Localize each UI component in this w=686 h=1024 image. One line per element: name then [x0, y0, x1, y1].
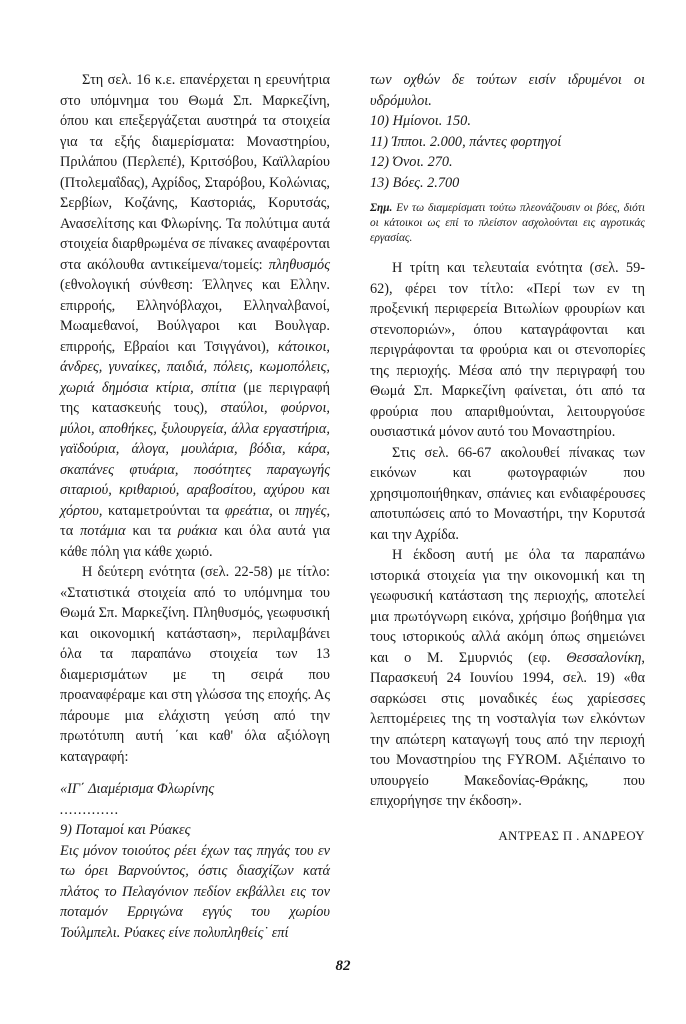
paragraph-third-section: Η τρίτη και τελευταία ενότητα (σελ. 59-62), φέρει τον τίτλο: «Περί των εν τη προξενική περιφερεία Βιτωλίων φρουρίων και στενοποριών», όπου καταγράφονται και περιγράφονται τα φρούρια και οι στενοπορίες της περιοχής. Μέσα από την περιγραφή του Θωμά Σπ. Μαρκεζίνη φαίνεται, ότι από τα φρούρια που απαριθμούνται, λειτουργούσε ουσιαστικά μόνον αυτό του Μοναστηρίου.: [370, 260, 645, 440]
italic-text-segment: σταύλοι, φούρνοι, μύλοι, αποθήκες, ξυλουργεία, άλλα εργαστήρια, γαϊδούρια, άλογα, μουλάρια, βόδια, κάρα, σκαπάνες φτυάρια, ποσότητες παραγωγής σιταριού, κριθαριού, αραβοσίτου, αχύρου και χόρτου: [60, 400, 331, 519]
page-number: 82: [335, 958, 351, 974]
text-segment: Στη σελ. 16 κ.ε. επανέρχεται η ερευνήτρια στο υπόμνημα του Θωμά Σπ. Μαρκεζίνη, όπου και επεξεργάζεται αυστηρά τα στοιχεία για τα εξής διαμερίσματα: Μοναστηρίου, Πριλάπου (Περλεπέ), Κριτσόβου, Καϊλλαρίου (Πτολεμαΐδας), Αχρίδος, Σταρόβου, Κολώνιας, Σερβίων, Κοζάνης, Καστοριάς, Κορυτσάς, Ανασελίτσης και Φλωρίνης. Τα πολύτιμα αυτά στοιχεία διαρθρωμένα σε πίνακες αναφέρονται στα ακόλουθα αντικείμενα/τομείς:: [60, 72, 330, 273]
left-column: [60, 70, 330, 943]
text-segment: , καταμετρούνται τα: [98, 502, 225, 519]
text-segment: και όλα αυτά για κάθε πόλη για κάθε χωριό.: [60, 523, 331, 560]
text-segment: , Παρασκευή 24 Ιουνίου 1994, σελ. 19) «θα σαρκώσει στις μοναδικές έως χαρίεσσες λεπτομέρειες της τη νοσταλγία των ελκόντων την απώτερη καταγωγή τους από την περιοχή του Μοναστηρίου της FYROM. Αξιέπαινο το υπουργείο Μακεδονίας-Θράκης, που επιχορήγησε την έκδοση».: [370, 649, 645, 809]
quote-list-item: 11) Ίπποι. 2.000, πάντες φορτηγοί: [370, 133, 562, 150]
italic-text-segment: πληθυσμός: [268, 256, 330, 273]
quote-heading: 9) Ποταμοί και Ρύακες: [60, 822, 191, 838]
italic-text-segment: φρεάτια: [224, 502, 270, 519]
quote-continuation: των οχθών δε τούτων εισίν ιδρυμένοι οι υδρόμυλοι.: [370, 72, 645, 109]
quote-ellipsis: .............: [60, 801, 120, 818]
text-segment: και τα: [125, 523, 178, 539]
italic-text-segment: πηγές: [295, 502, 327, 519]
text-segment: , τα: [60, 502, 331, 539]
quote-note: [370, 201, 645, 246]
quote-list-item: 10) Ημίονοι. 150.: [370, 113, 471, 129]
text-segment: (εθνολογική σύνθεση: Έλληνες και Ελλην. επιρροής, Ελληνόβλαχοι, Ελληναλβανοί, Μωαμεθανοί, Βούλγαροι και Βουλγαρ. επιρροής, Εβραίοι και Τσιγγάνοι),: [60, 277, 330, 355]
text-segment: Η έκδοση αυτή με όλα τα παραπάνω ιστορικά στοιχεία για την οικονομική και τη γεωφυσική κατάσταση της περιοχής, αποτελεί μια πρωτόγνωρη εικόνα, χρήσιμο βοήθημα για τους ιστορικούς αλλά ακόμη όπως σημειώνει και ο Μ. Σμυρνιός (εφ.: [370, 547, 645, 666]
quote-body: Εις μόνον τοιούτος ρέει έχων τας πηγάς του εν τω όρει Βαρνούντος, όστις διασχίζων κατά πλάτος το Πελαγόνιον πεδίον εκβάλλει εις τον ποταμόν Ερριγώνα εγγύς του χωρίου Τούλμπελι. Ρύακες είνε πολυπληθείς˙ επί: [60, 842, 330, 941]
quote-title: «ΙΓ΄ Διαμέρισμα Φλωρίνης: [60, 781, 215, 797]
text-segment: , οι: [269, 502, 296, 519]
italic-text-segment: κάτοικοι, άνδρες, γυναίκες, παιδιά, πόλεις, κωμοπόλεις, χωριά δημόσια κτίρια, σπίτια: [60, 338, 330, 396]
text-segment: (με περιγραφή της κατασκευής τους),: [60, 379, 330, 416]
note-text: Εν τω διαμερίσματι τούτω πλεονάζουσιν οι βόες, διότι οι κάτοικοι ως επί το πλείστον ασχολούνται εις αγροτικάς εργασίας.: [370, 202, 645, 244]
paragraph-intro: [60, 70, 330, 562]
italic-text-segment: ρυάκια: [177, 523, 218, 539]
paragraph-conclusion: [370, 545, 645, 812]
right-column: [370, 70, 645, 846]
italic-text-segment: Θεσσαλονίκη: [566, 649, 642, 666]
author-signature: ΑΝΤΡΕΑΣ Π . ΑΝΔΡΕΟΥ: [498, 827, 645, 843]
paragraph-second-section: Η δεύτερη ενότητα (σελ. 22-58) με τίτλο: «Στατιστικά στοιχεία από το υπόμνημα του Θωμά Σπ. Μαρκεζίνη. Πληθυσμός, γεωφυσική και οικονομική κατάσταση», περιλαμβάνει όλα τα παραπάνω στοιχεία των 13 διαμερισμάτων με τη σειρά που προαναφέραμε και στη γλώσσα της εποχής. Ας πάρουμε μια ελάχιστη γεύση από την πρωτότυπη αυτή ΄και καθ' όλα αξιόλογη καταγραφή:: [60, 564, 330, 765]
note-label: Σημ.: [370, 202, 393, 214]
paragraph-images-table: Στις σελ. 66-67 ακολουθεί πίνακας των εικόνων και φωτογραφιών που χρησιμοποιήθηκαν, σπάνιες και ενδιαφέρουσες αποτυπώσεις από το Μοναστήρι, την Κορυτσά και την Αχρίδα.: [370, 444, 645, 543]
italic-text-segment: ποτάμια: [80, 523, 126, 539]
quote-list-item: 13) Βόες. 2.700: [370, 174, 460, 191]
quote-list-item: 12) Όνοι. 270.: [370, 154, 453, 170]
